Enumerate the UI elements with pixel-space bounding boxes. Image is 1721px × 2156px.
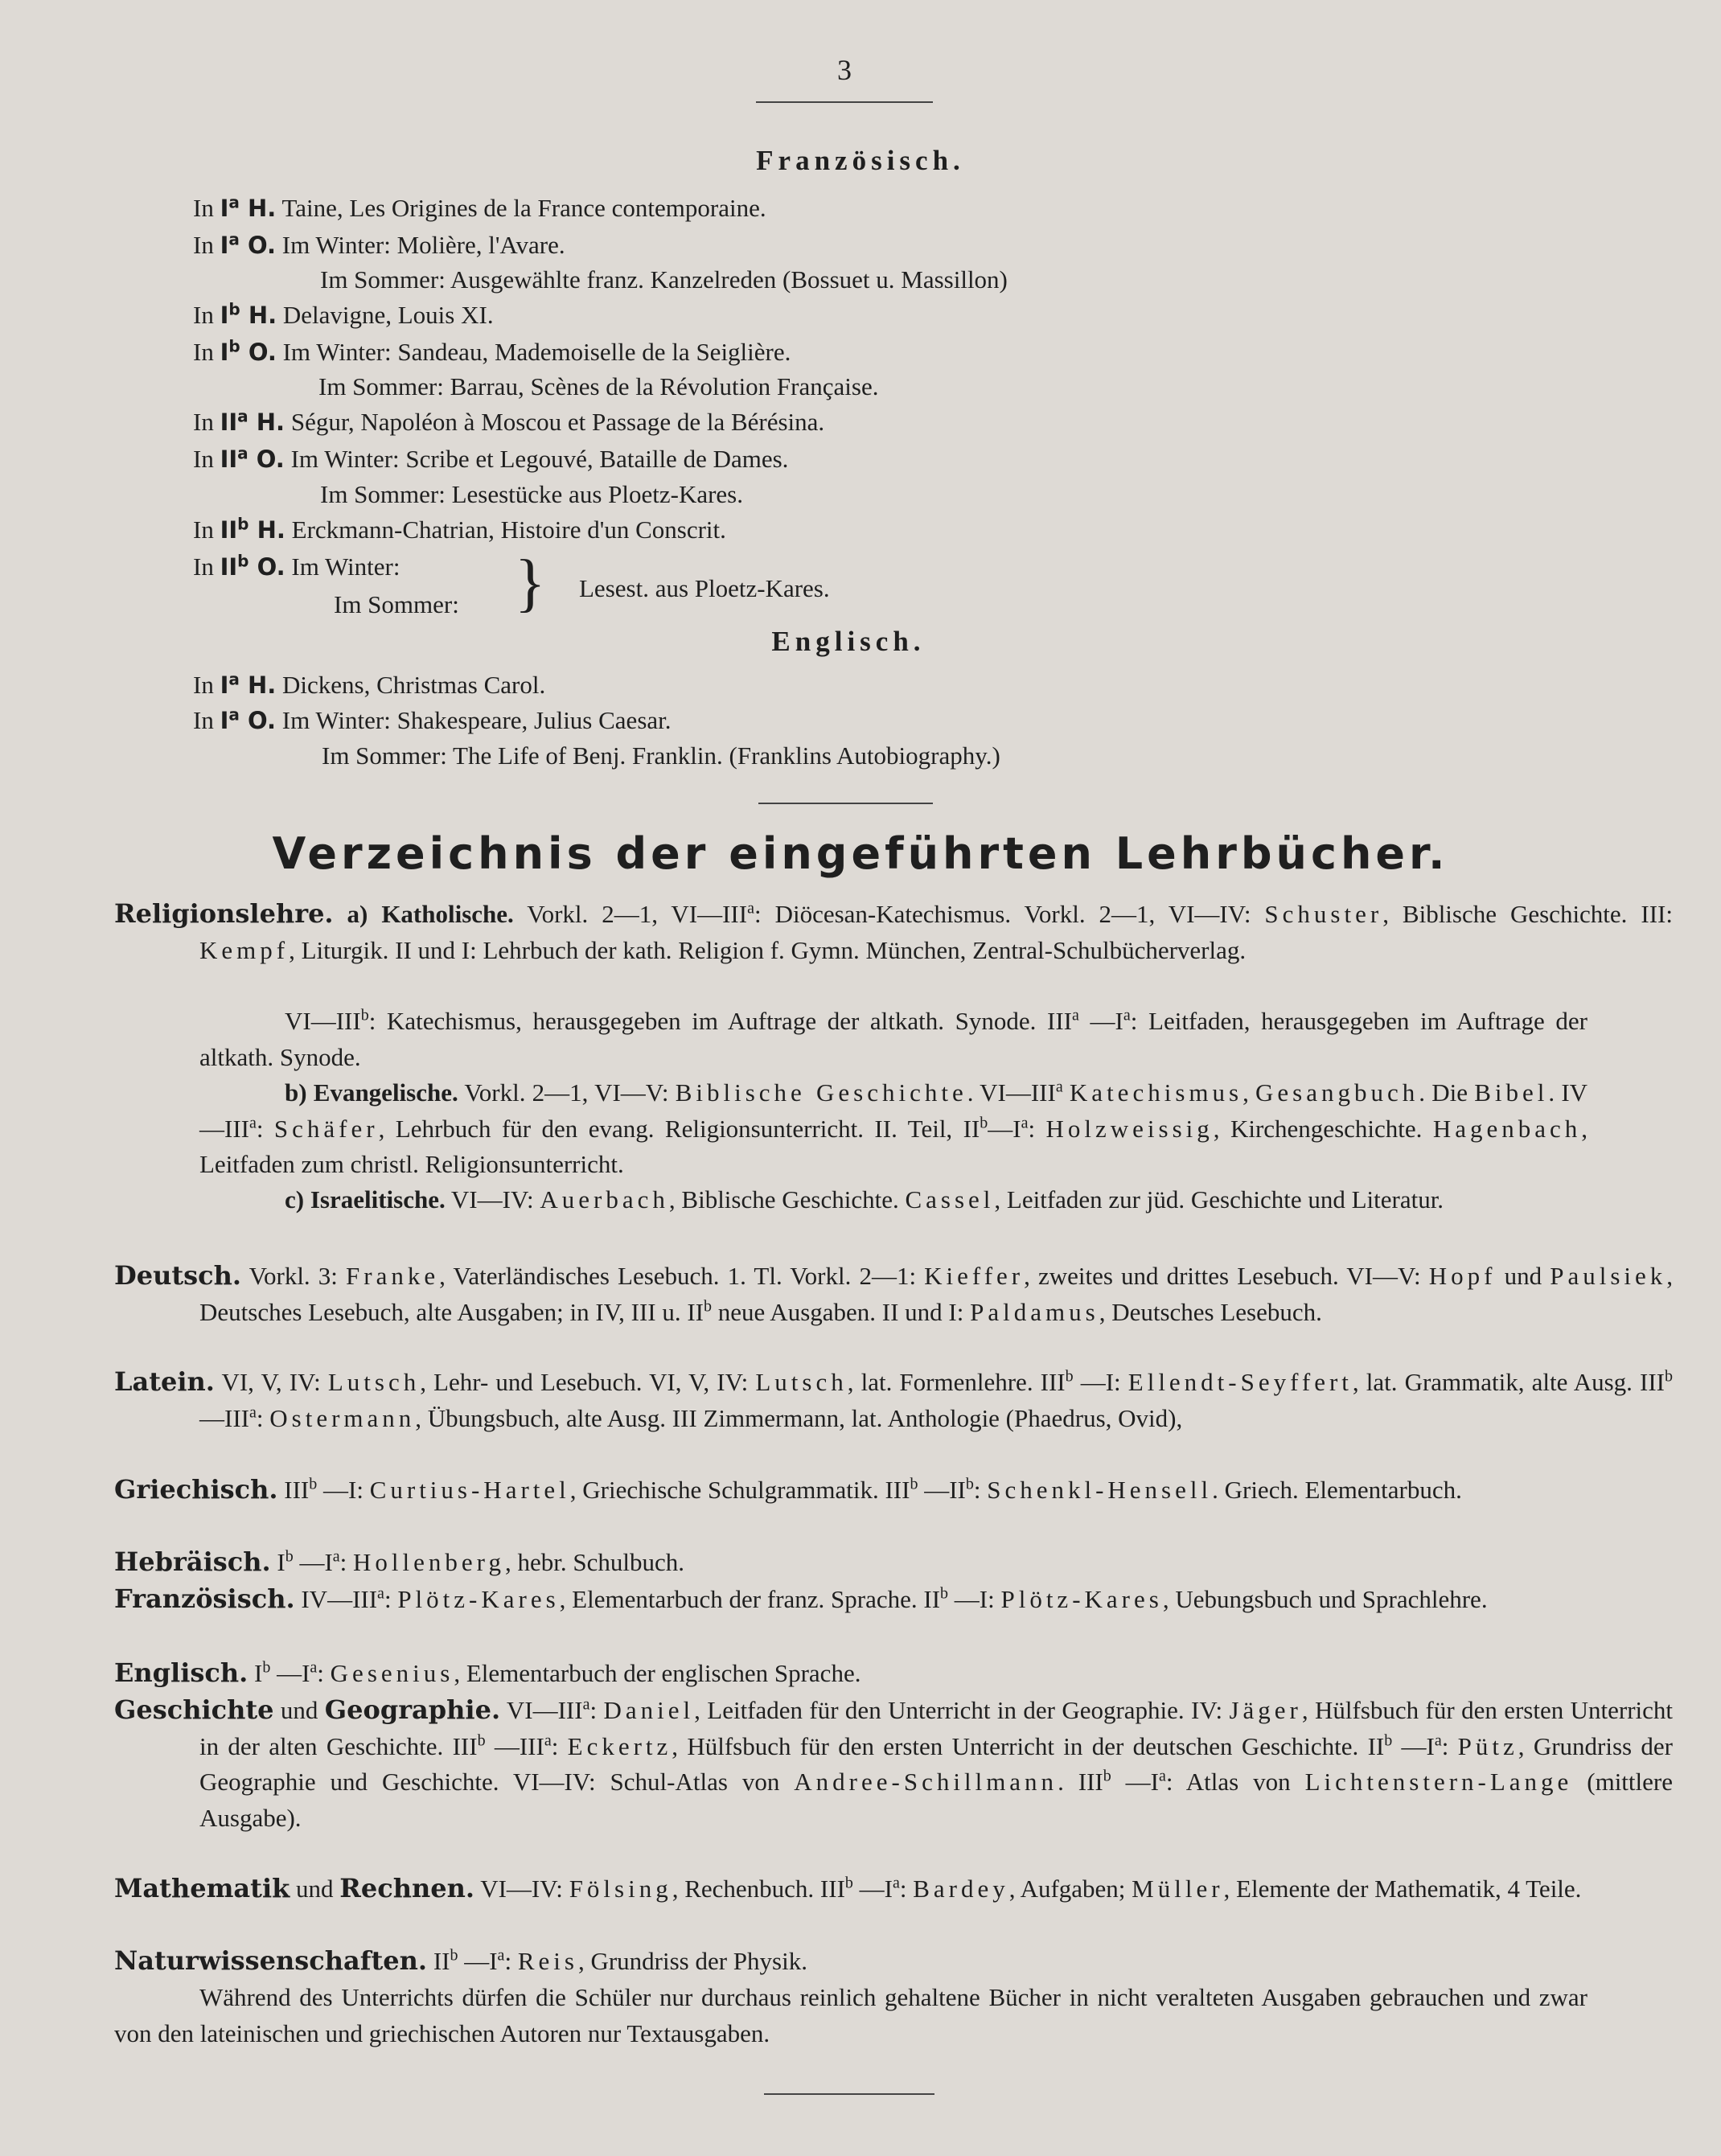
- franz-line-5: [193, 335, 791, 370]
- paragraph-geschichte: Geschichte und Geographie. VI—III$^a$: Daniel, Leitfaden für den Unterricht in der Geographie. IV: Jäger, Hülfsbuch für den ersten Unterricht in der alten Geschichte. III$^b$ —III$^a$: Eckertz, Hülfsbuch für den ersten Unterricht in der deutschen Geschichte. $II^b$ $—I^a$: Pütz, Grundriss der Geographie und Geschichte. VI—IV: Schul-Atlas von Andree-Schillmann. III$^b$ $—I^a$: Atlas von Lichtenstern-Lange (mittlere Ausgabe).: [114, 1694, 1674, 1832]
- in-label: In: [193, 194, 214, 222]
- class-label: $I^b$ O.: [220, 336, 277, 366]
- class-label: $I^a$ O.: [220, 229, 277, 259]
- franz-line-1: [193, 191, 766, 226]
- in-label: In: [193, 671, 214, 699]
- in-label: In: [193, 445, 214, 473]
- reading-text: Im Sommer: Lesestücke aus Ploetz-Kares.: [320, 480, 743, 508]
- reading-text: Im Winter: Scribe et Legouvé, Bataille de Dames.: [290, 445, 789, 473]
- paragraph-mathematik: Mathematik und Rechnen. VI—IV: Fölsing, Rechenbuch. III$^b$ $—I^a$: Bardey, Aufgaben; Müller, Elemente der Mathematik, 4 Teile.: [114, 1873, 1582, 1903]
- franz-line-3: [320, 262, 1008, 298]
- franz-line-10: [193, 512, 726, 548]
- in-label: In: [193, 338, 214, 366]
- subject-heading: Griechisch.: [114, 1474, 278, 1505]
- reading-text: Dickens, Christmas Carol.: [282, 671, 546, 699]
- class-label: $I^b$ H.: [220, 299, 277, 329]
- franz-line-9: [320, 477, 743, 512]
- franz-brace-sommer: Im Sommer:: [334, 590, 459, 618]
- paragraph-religionslehre: Religionslehre. a) Katholische. Vorkl. 2—1, VI—III$^a$: Diöcesan-Katechismus. Vorkl. 2—1, VI—IV: Schuster, Biblische Geschichte. III: Kempf, Liturgik. II und I: Lehrbuch der kath. Religion f. Gymn. München, Zentral-Schulbücherverlag.: [114, 898, 1673, 964]
- reading-text: Taine, Les Origines de la France contemporaine.: [281, 194, 766, 222]
- top-rule: [756, 101, 933, 103]
- page-number: 3: [837, 54, 852, 86]
- in-label: In: [193, 301, 214, 329]
- class-label: $II^b$ O.: [220, 551, 285, 581]
- reading-text: Im Sommer: Ausgewählte franz. Kanzelreden (Bossuet u. Massillon): [320, 265, 1008, 294]
- paragraph-deutsch: Deutsch. Vorkl. 3: Franke, Vaterländisches Lesebuch. 1. Tl. Vorkl. 2—1: Kieffer, zweites und drittes Lesebuch. VI—V: Hopf und Paulsiek, Deutsches Lesebuch, alte Ausgaben; in IV, III u. $II^b$ neue Ausgaben. II und I: Paldamus, Deutsches Lesebuch.: [114, 1260, 1674, 1326]
- engl-line-1: [193, 667, 545, 703]
- section-heading-englisch: Englisch.: [771, 626, 926, 657]
- paragraph-evangelisch: b) Evangelische. Vorkl. 2—1, VI—V: Biblische Geschichte. VI—III$^a$ Katechismus, Gesangbuch. Die Bibel. IV—III$^a$: Schäfer, Lehrbuch für den evang. Religionsunterricht. II. Teil, $II^b—I^a$: Holzweissig, Kirchengeschichte. Hagenbach, Leitfaden zum christl. Religionsunterricht.: [199, 1078, 1588, 1178]
- paragraph-griechisch: Griechisch. III$^b$ —I: Curtius-Hartel, Griechische Schulgrammatik. III$^b$ $—II^b$: Schenkl-Hensell. Griech. Elementarbuch.: [114, 1474, 1462, 1505]
- subject-heading: Französisch.: [114, 1583, 295, 1614]
- reading-text: Im Winter: Shakespeare, Julius Caesar.: [281, 706, 672, 734]
- paragraph-hebraeisch: Hebräisch. $I^b$ $—I^a$: Hollenberg, hebr. Schulbuch.: [114, 1546, 684, 1577]
- reading-text: Im Sommer: Barrau, Scènes de la Révolution Française.: [318, 372, 879, 400]
- franz-brace-text: Lesest. aus Ploetz-Kares.: [579, 574, 830, 602]
- paragraph-altkath: VI—III$^b$: Katechismus, herausgegeben im Auftrage der altkath. Synode. III$^a$ $—I^a$: Leitfaden, herausgegeben im Auftrage der altkath. Synode.: [199, 1006, 1588, 1071]
- in-label: In: [193, 706, 214, 734]
- curly-brace-icon: }: [515, 548, 546, 618]
- in-label: In: [193, 231, 214, 259]
- reading-text: Im Winter: Sandeau, Mademoiselle de la Seiglière.: [282, 338, 791, 366]
- franz-line-8: [193, 441, 788, 477]
- paragraph-final-note: Während des Unterrichts dürfen die Schüler nur durchaus reinlich gehaltene Bücher in nicht veralteten Ausgaben gebrauchen und zwar von den lateinischen und griechischen Autoren nur Textausgaben.: [114, 1983, 1588, 2047]
- subject-heading-2: Rechnen.: [339, 1873, 474, 1903]
- franz-line-6: [318, 369, 878, 405]
- subject-heading: Hebräisch.: [114, 1546, 271, 1577]
- divider-rule: [758, 803, 933, 804]
- paragraph-israelitisch: c) Israelitische. VI—IV: Auerbach, Biblische Geschichte. Cassel, Leitfaden zur jüd. Geschichte und Literatur.: [285, 1185, 1444, 1214]
- paragraph-englisch: Englisch. $I^b$ $—I^a$: Gesenius, Elementarbuch der englischen Sprache.: [114, 1657, 861, 1688]
- subject-heading: Religionslehre.: [114, 898, 334, 929]
- page-title: Verzeichnis der eingeführten Lehrbücher.: [272, 828, 1449, 879]
- reading-text: Delavigne, Louis XI.: [282, 301, 494, 329]
- franz-brace-line: [193, 549, 400, 585]
- winter-label: Im Winter:: [291, 552, 400, 581]
- class-label: $II^b$ H.: [220, 514, 285, 544]
- bottom-rule: [764, 2093, 934, 2095]
- subject-heading-2: Geographie.: [324, 1694, 501, 1725]
- paragraph-latein: Latein. VI, V, IV: Lutsch, Lehr- und Lesebuch. VI, V, IV: Lutsch, lat. Formenlehre. III$^b$ —I: Ellendt-Seyffert, lat. Grammatik, alte Ausg. III$^b$ —III$^a$: Ostermann, Übungsbuch, alte Ausg. III Zimmermann, lat. Anthologie (Phaedrus, Ovid),: [114, 1366, 1673, 1432]
- paragraph-naturwissenschaften: Naturwissenschaften. $II^b$ $—I^a$: Reis, Grundriss der Physik.: [114, 1945, 807, 1976]
- in-label: In: [193, 408, 214, 436]
- in-label: In: [193, 515, 214, 544]
- franz-line-4: [193, 298, 494, 333]
- section-heading-franzoesisch: Französisch.: [756, 145, 965, 176]
- paragraph-franzoesisch: Französisch. IV—III$^a$: Plötz-Kares, Elementarbuch der franz. Sprache. $II^b$ —I: Plötz-Kares, Uebungsbuch und Sprachlehre.: [114, 1583, 1488, 1614]
- subject-heading: Deutsch.: [114, 1260, 242, 1291]
- class-label: $II^a$ H.: [220, 406, 285, 436]
- reading-text: Im Sommer: The Life of Benj. Franklin. (Franklins Autobiography.): [322, 741, 1000, 770]
- class-label: $II^a$ O.: [220, 443, 285, 473]
- engl-line-3: [322, 738, 1000, 774]
- subject-heading: Mathematik: [114, 1873, 290, 1903]
- subject-heading: Geschichte: [114, 1694, 274, 1725]
- reading-text: Ségur, Napoléon à Moscou et Passage de la Bérésina.: [290, 408, 825, 436]
- franz-line-2: [193, 228, 565, 263]
- class-label: $I^a$ O.: [220, 704, 277, 734]
- subject-heading: Latein.: [114, 1366, 215, 1397]
- class-label: $I^a$ H.: [220, 669, 277, 699]
- engl-line-2: [193, 703, 672, 738]
- reading-text: Im Winter: Molière, l'Avare.: [281, 231, 565, 259]
- in-label: In: [193, 552, 214, 581]
- reading-text: Erckmann-Chatrian, Histoire d'un Conscrit.: [291, 515, 726, 544]
- subject-heading: Englisch.: [114, 1657, 248, 1688]
- class-label: $I^a$ H.: [220, 192, 277, 222]
- franz-line-7: [193, 405, 824, 440]
- subject-heading: Naturwissenschaften.: [114, 1945, 428, 1976]
